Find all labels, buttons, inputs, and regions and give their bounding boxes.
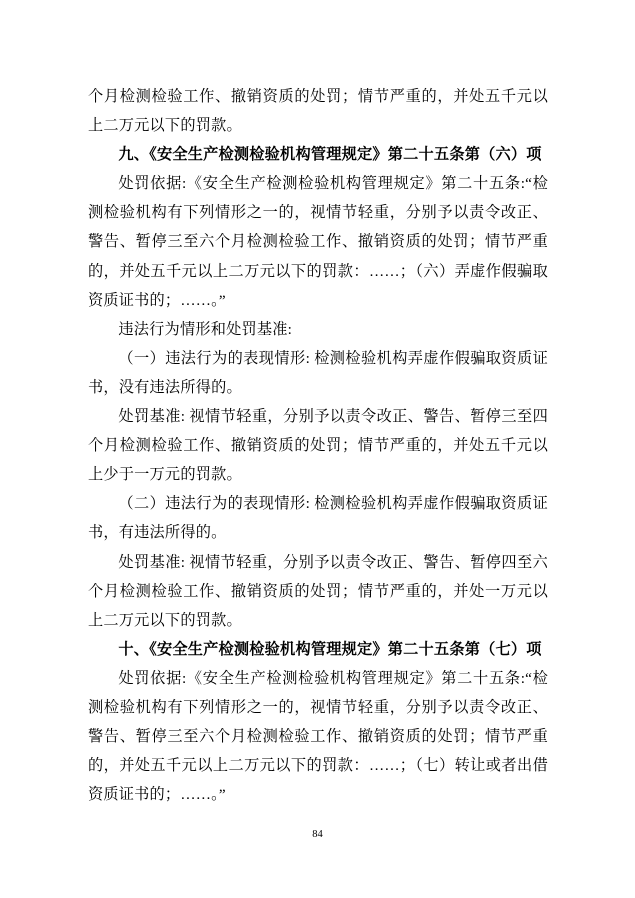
paragraph-continuation: 个月检测检验工作、撤销资质的处罚；情节严重的，并处五千元以上二万元以下的罚款。 xyxy=(88,88,548,135)
section-heading-nine: 九、《安全生产检测检验机构管理规定》第二十五条第（六）项 xyxy=(118,146,542,164)
document-body xyxy=(88,82,548,809)
paragraph-violation-intro: 违法行为情形和处罚基准: xyxy=(118,320,293,338)
paragraph-violation-case-1: （一）违法行为的表现情形: 检测检验机构弄虚作假骗取资质证书，没有违法所得的。 xyxy=(88,349,548,396)
paragraph-penalty-basis: 处罚依据:《安全生产检测检验机构管理规定》第二十五条:“检测检验机构有下列情形之一的，视情节轻重，分别予以责令改正、警告、暂停三至六个月检测检验工作、撤销资质的处罚；情节严重的，并处五千元以上二万元以下的罚款：……；（六）弄虚作假骗取资质证书的；……。” xyxy=(88,175,548,309)
paragraph-penalty-standard-2: 处罚基准: 视情节轻重，分别予以责令改正、警告、暂停四至六个月检测检验工作、撤销资质的处罚；情节严重的，并处一万元以上二万元以下的罚款。 xyxy=(88,553,548,629)
paragraph-penalty-basis-2: 处罚依据:《安全生产检测检验机构管理规定》第二十五条:“检测检验机构有下列情形之一的，视情节轻重，分别予以责令改正、警告、暂停三至六个月检测检验工作、撤销资质的处罚；情节严重的，并处五千元以上二万元以下的罚款：……；（七）转让或者出借资质证书的；……。” xyxy=(88,669,548,804)
paragraph-penalty-standard-1: 处罚基准: 视情节轻重，分别予以责令改正、警告、暂停三至四个月检测检验工作、撤销资质的处罚；情节严重的，并处五千元以上少于一万元的罚款。 xyxy=(88,408,548,484)
page-number: 84 xyxy=(312,829,323,840)
section-heading-ten: 十、《安全生产检测检验机构管理规定》第二十五条第（七）项 xyxy=(118,640,542,658)
paragraph-violation-case-2: （二）违法行为的表现情形: 检测检验机构弄虚作假骗取资质证书，有违法所得的。 xyxy=(88,495,548,542)
